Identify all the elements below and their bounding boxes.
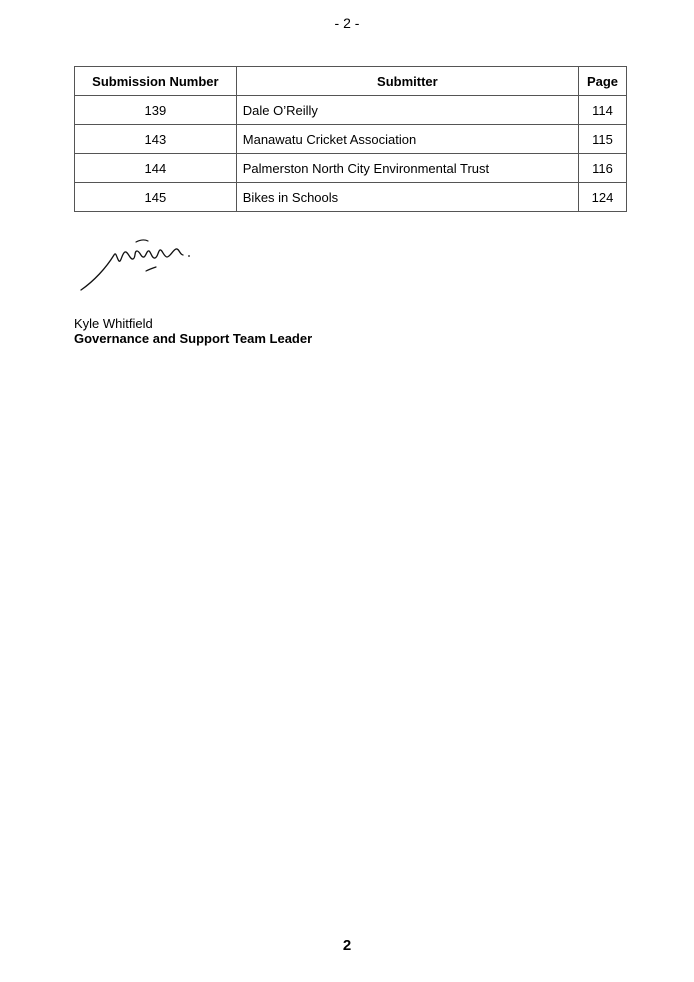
submission-number-cell: 139 (75, 96, 237, 125)
submitter-cell: Palmerston North City Environmental Trust (236, 154, 578, 183)
page-cell: 115 (579, 125, 627, 154)
page-cell: 124 (579, 183, 627, 212)
submissions-table (74, 66, 627, 212)
table-header-row (75, 67, 627, 96)
page-footer-number: 2 (342, 937, 352, 954)
signer-block (74, 316, 312, 346)
table-row (75, 183, 627, 212)
submitter-cell: Bikes in Schools (236, 183, 578, 212)
table-row (75, 96, 627, 125)
signer-name: Kyle Whitfield (74, 316, 153, 331)
submission-number-cell: 144 (75, 154, 237, 183)
page-cell: 114 (579, 96, 627, 125)
column-header-page: Page (579, 67, 627, 96)
handwritten-signature (76, 233, 196, 293)
column-header-submitter: Submitter (236, 67, 578, 96)
page-header-marker: - 2 - (334, 15, 360, 31)
page-cell: 116 (579, 154, 627, 183)
submission-number-cell: 145 (75, 183, 237, 212)
signer-title: Governance and Support Team Leader (74, 331, 313, 346)
table-row (75, 154, 627, 183)
submitter-cell: Dale O’Reilly (236, 96, 578, 125)
submitter-cell: Manawatu Cricket Association (236, 125, 578, 154)
column-header-submission-number: Submission Number (75, 67, 237, 96)
submission-number-cell: 143 (75, 125, 237, 154)
table-row (75, 125, 627, 154)
